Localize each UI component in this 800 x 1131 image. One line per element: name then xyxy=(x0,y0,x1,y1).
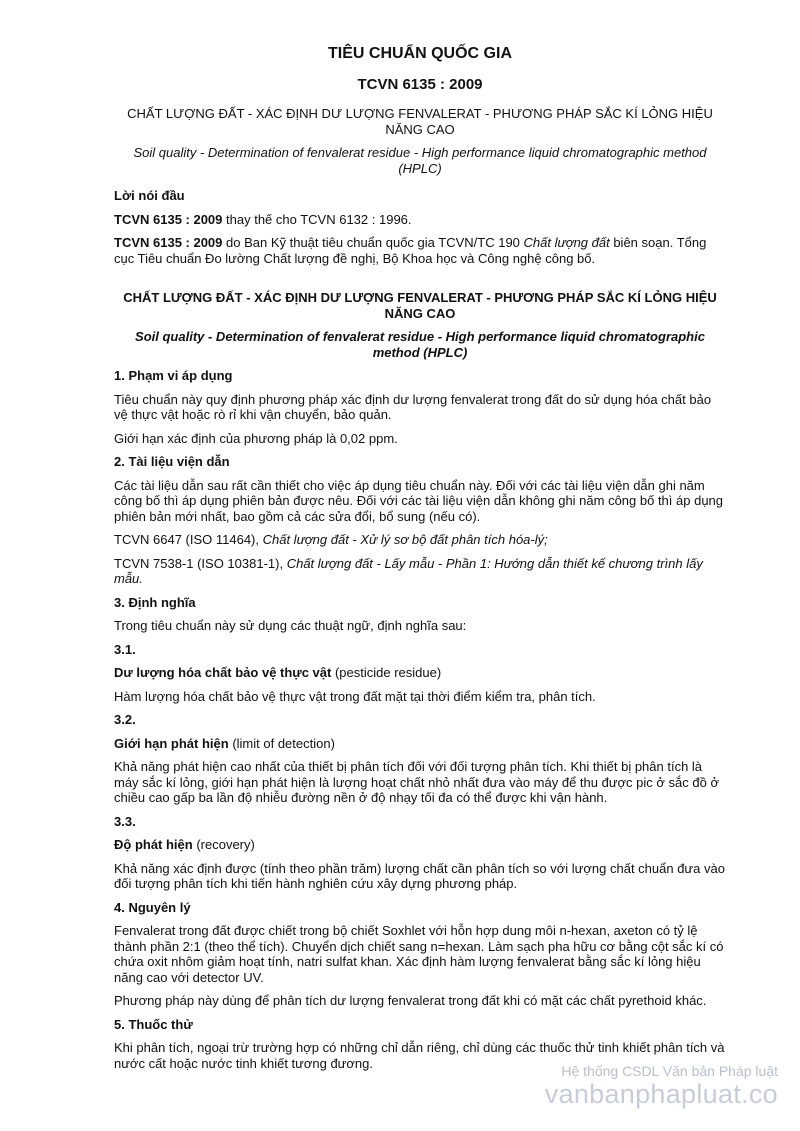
definition-3-2-term xyxy=(114,736,726,752)
section-4-paragraph-1: Fenvalerat trong đất được chiết trong bộ chiết Soxhlet với hỗn hợp dung môi n-hexan, axeton có tỷ lệ thành phần 2:1 (theo thể tích). Chuyển dịch chiết sang n=hexan. Làm sạch pha hữu cơ bằng cột sắc kí có chứa oxit nhôm giảm hoạt tính, natri sulfat khan. Xác định hàm lượng fenvalerat bằng sắc kí lỏng hiệu năng cao với detector UV. xyxy=(114,923,724,985)
section-2-paragraph-1: Các tài liệu dẫn sau rất cần thiết cho việc áp dụng tiêu chuẩn này. Đối với các tài liệu viện dẫn ghi năm công bố thì áp dụng phiên bản được nêu. Đối với các tài liệu viện dẫn không ghi năm công bố thì áp dụng phiên bản mới nhất, bao gồm cả các sửa đổi, bổ sung (nếu có). xyxy=(114,477,724,524)
section-3-heading: 3. Định nghĩa xyxy=(114,594,196,610)
definition-3-2-text: Khả năng phát hiện cao nhất của thiết bị phân tích đối với đối tượng phân tích. Khi thiết bị phân tích là máy sắc kí lỏng, giới hạn phát hiện là lượng hoạt chất nhỏ nhất đưa vào máy để thu được pic ở sắc đồ ở chiều cao gấp ba lần độ nhiễu đường nền ở độ nhạy tối đa có thể được khi vận hành. xyxy=(114,759,719,805)
foreword-code-1: TCVN 6135 : 2009 xyxy=(114,211,223,227)
reference-1-title: Chất lượng đất - Xử lý sơ bộ đất phân tích hóa-lý; xyxy=(262,532,548,547)
section-5-paragraph-1: Khi phân tích, ngoại trừ trường hợp có những chỉ dẫn riêng, chỉ dùng các thuốc thử tinh khiết phân tích và nước cất hoặc nước tinh khiết tương đương. xyxy=(114,1040,725,1071)
section-1-paragraph-2: Giới hạn xác định của phương pháp là 0,02 ppm. xyxy=(114,430,398,446)
foreword-code-2: TCVN 6135 : 2009 xyxy=(114,235,223,250)
title-english: Soil quality - Determination of fenvalerat residue - High performance liquid chromatographic method (HPLC) xyxy=(133,145,707,176)
definition-3-2-term-vn: Giới hạn phát hiện xyxy=(114,735,229,751)
foreword-text-2-italic: Chất lượng đất xyxy=(523,235,610,250)
foreword-text-2a: do Ban Kỹ thuật tiêu chuẩn quốc gia TCVN/TC 190 xyxy=(222,235,524,250)
definition-3-3-term xyxy=(114,837,726,853)
definition-3-2-term-en: (limit of detection) xyxy=(228,735,335,751)
definition-3-3-term-en: (recovery) xyxy=(192,837,255,852)
body-title-english: Soil quality - Determination of fenvalerat residue - High performance liquid chromatographic method (HPLC) xyxy=(135,329,705,360)
reference-2-title: Chất lượng đất - Lấy mẫu - Phần 1: Hướng dẫn thiết kế chương trình lấy mẫu. xyxy=(114,555,703,586)
document-page xyxy=(114,44,726,1079)
definition-3-3-number: 3.3. xyxy=(114,813,136,829)
foreword-paragraph-2 xyxy=(114,235,726,266)
document-title: TIÊU CHUẨN QUỐC GIA xyxy=(328,45,512,62)
section-1-heading: 1. Phạm vi áp dụng xyxy=(114,368,233,383)
definition-3-1-number: 3.1. xyxy=(114,641,136,657)
section-2-heading: 2. Tài liệu viện dẫn xyxy=(114,454,230,469)
watermark-line-2: vanbanphapluat.co xyxy=(544,1079,778,1109)
title-vietnamese: CHẤT LƯỢNG ĐẤT - XÁC ĐỊNH DƯ LƯỢNG FENVALERAT - PHƯƠNG PHÁP SẮC KÍ LỎNG HIỆU NĂNG CAO xyxy=(127,106,713,137)
foreword-heading: Lời nói đầu xyxy=(114,188,185,203)
section-1-paragraph-1: Tiêu chuẩn này quy định phương pháp xác định dư lượng fenvalerat trong đất do sử dụng hóa chất bảo vệ thực vật hoặc rò rỉ khi vận chuyển, bảo quản. xyxy=(114,391,712,422)
standard-code: TCVN 6135 : 2009 xyxy=(357,76,483,93)
section-3-intro: Trong tiêu chuẩn này sử dụng các thuật ngữ, định nghĩa sau: xyxy=(114,618,467,633)
watermark xyxy=(545,1063,778,1109)
section-4-heading: 4. Nguyên lý xyxy=(114,899,191,915)
reference-1-code: TCVN 6647 (ISO 11464), xyxy=(114,532,263,547)
section-4-paragraph-2: Phương pháp này dùng để phân tích dư lượng fenvalerat trong đất khi có mặt các chất pyrethoid khác. xyxy=(114,993,707,1008)
watermark-line-1: Hệ thống CSDL Văn bản Pháp luật xyxy=(561,1063,778,1079)
foreword-text-1: thay thế cho TCVN 6132 : 1996. xyxy=(222,211,412,227)
foreword-text-2b: biên soạn. Tổng cục Tiêu chuẩn Đo lường Chất lượng đề nghị, Bộ Khoa học và Công nghệ công bố. xyxy=(114,235,707,266)
definition-3-2-number: 3.2. xyxy=(114,712,136,727)
reference-2-code: TCVN 7538-1 (ISO 10381-1), xyxy=(114,555,287,571)
definition-3-3-term-vn: Độ phát hiện xyxy=(114,837,193,852)
definition-3-1-term-vn: Dư lượng hóa chất bảo vệ thực vật xyxy=(114,665,332,680)
reference-1 xyxy=(114,532,726,548)
definition-3-3-text: Khả năng xác định được (tính theo phần trăm) lượng chất cần phân tích so với lượng chất chuẩn đưa vào đối tượng phân tích khi tiến hành nghiên cứu xây dựng phương pháp. xyxy=(114,860,725,891)
definition-3-1-term-en: (pesticide residue) xyxy=(331,665,442,680)
definition-3-1-text: Hàm lượng hóa chất bảo vệ thực vật trong đất mặt tại thời điểm kiểm tra, phân tích. xyxy=(114,688,596,704)
body-title-vietnamese: CHẤT LƯỢNG ĐẤT - XÁC ĐỊNH DƯ LƯỢNG FENVALERAT - PHƯƠNG PHÁP SẮC KÍ LỎNG HIỆU NĂNG CAO xyxy=(123,290,717,321)
definition-3-1-term xyxy=(114,665,726,681)
section-5-heading: 5. Thuốc thử xyxy=(114,1016,193,1032)
foreword-paragraph-1 xyxy=(114,212,726,228)
reference-2 xyxy=(114,556,726,587)
